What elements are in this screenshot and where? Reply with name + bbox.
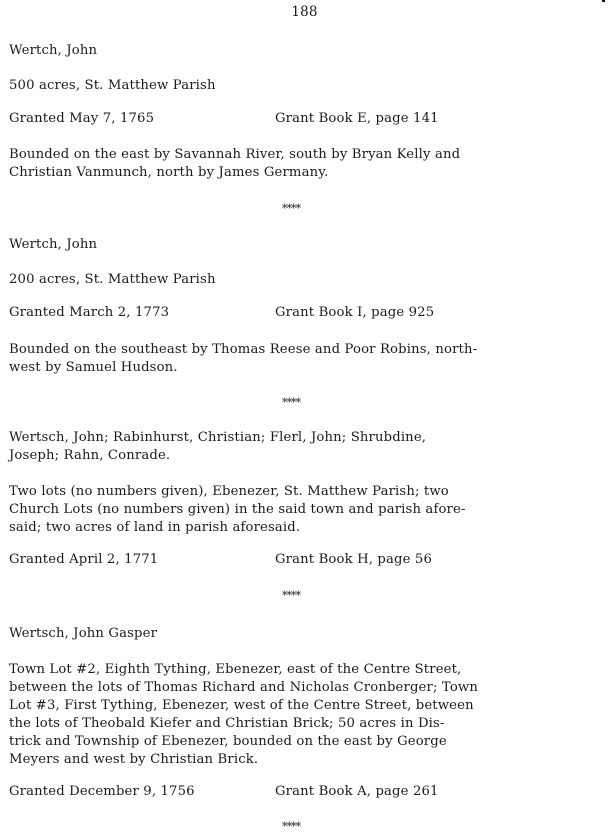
entry-description-line: west by Samuel Hudson. (9, 360, 178, 375)
entry-description-line: Lot #3, First Tything, Ebenezer, west of the Centre Street, between (9, 698, 474, 713)
entry-description-line: the lots of Theobald Kiefer and Christian Brick; 50 acres in Dis- (9, 716, 445, 731)
entry-grant-book: Grant Book H, page 56 (275, 552, 432, 567)
entry-description-line: Bounded on the east by Savannah River, south by Bryan Kelly and (9, 147, 461, 162)
entry-land: 200 acres, St. Matthew Parish (9, 272, 216, 287)
entry-land: 500 acres, St. Matthew Parish (9, 78, 216, 93)
scan-edge-mark (602, 0, 605, 2)
entry-description-line: Meyers and west by Christian Brick. (9, 752, 259, 767)
separator: **** (282, 396, 300, 409)
entry-name: Wertch, John (9, 43, 98, 58)
entry-grant-book: Grant Book I, page 925 (275, 305, 435, 320)
entry-description-line: said; two acres of land in parish aforesaid. (9, 520, 301, 535)
entry-description-line: Bounded on the southeast by Thomas Reese and Poor Robins, north- (9, 342, 478, 357)
entry-grant-book: Grant Book E, page 141 (275, 111, 439, 126)
entry-description-line: Town Lot #2, Eighth Tything, Ebenezer, east of the Centre Street, (9, 662, 462, 677)
separator: **** (282, 589, 300, 602)
page-number: 188 (291, 4, 318, 20)
separator: **** (282, 202, 300, 215)
entry-name: Joseph; Rahn, Conrade. (9, 448, 171, 463)
entry-name: Wertsch, John Gasper (9, 626, 158, 641)
entry-description-line: between the lots of Thomas Richard and Nicholas Cronberger; Town (9, 680, 478, 695)
entry-granted-date: Granted May 7, 1765 (9, 111, 155, 126)
entry-grant-book: Grant Book A, page 261 (275, 784, 439, 799)
entry-description-line: trick and Township of Ebenezer, bounded on the east by George (9, 734, 447, 749)
entry-name: Wertch, John (9, 237, 98, 252)
entry-description-line: Two lots (no numbers given), Ebenezer, St. Matthew Parish; two (9, 484, 449, 499)
entry-granted-date: Granted March 2, 1773 (9, 305, 170, 320)
entry-description-line: Church Lots (no numbers given) in the said town and parish afore- (9, 502, 466, 517)
entry-granted-date: Granted April 2, 1771 (9, 552, 159, 567)
entry-granted-date: Granted December 9, 1756 (9, 784, 195, 799)
entry-description-line: Christian Vanmunch, north by James Germany. (9, 165, 329, 180)
entry-name: Wertsch, John; Rabinhurst, Christian; Flerl, John; Shrubdine, (9, 430, 427, 445)
separator: **** (282, 820, 300, 833)
